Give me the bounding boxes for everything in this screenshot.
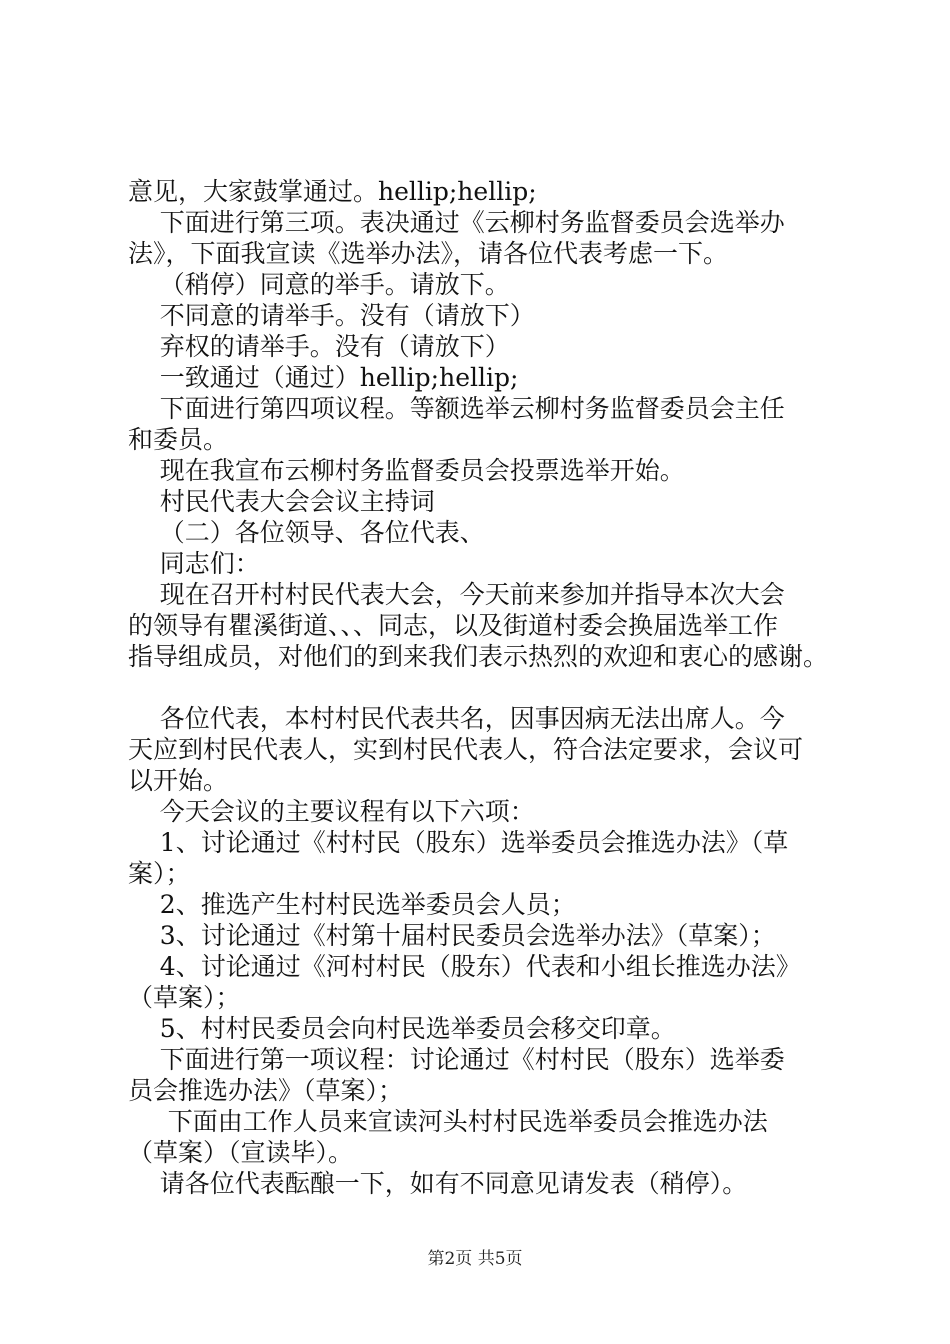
text-line: （草案）； bbox=[128, 983, 241, 1012]
text-line: 以开始。 bbox=[128, 766, 229, 795]
text-line: 3、讨论通过《村第十届村民委员会选举办法》（草案）； bbox=[128, 921, 776, 950]
text-line: 今天会议的主要议程有以下六项： bbox=[128, 797, 535, 826]
text-line: 不同意的请举手。没有（请放下） bbox=[128, 301, 535, 330]
blank-line bbox=[128, 672, 848, 703]
text-line: 1、讨论通过《村村民（股东）选举委员会推选办法》（草 bbox=[128, 828, 789, 857]
text-line: 2、推选产生村村民选举委员会人员； bbox=[128, 890, 576, 919]
text-line: 请各位代表酝酿一下，如有不同意见请发表（稍停）。 bbox=[128, 1169, 748, 1198]
text-line: 员会推选办法》（草案）； bbox=[128, 1076, 404, 1105]
text-line: 案）； bbox=[128, 859, 191, 888]
text-line: 的领导有瞿溪街道、、、同志，以及街道村委会换届选举工作 bbox=[128, 611, 779, 640]
document-body bbox=[128, 176, 848, 1199]
text-line: （二）各位领导、各位代表、 bbox=[128, 518, 485, 547]
text-line: 天应到村民代表人，实到村民代表人，符合法定要求，会议可 bbox=[128, 735, 804, 764]
page-footer: 第2页 共5页 bbox=[427, 1249, 523, 1269]
text-line: 下面进行第三项。表决通过《云柳村务监督委员会选举办 bbox=[128, 208, 785, 237]
text-line: 5、村村民委员会向村民选举委员会移交印章。 bbox=[128, 1014, 676, 1043]
text-line: 法》，下面我宣读《选举办法》，请各位代表考虑一下。 bbox=[128, 239, 729, 268]
text-line: 现在召开村村民代表大会，今天前来参加并指导本次大会 bbox=[128, 580, 785, 609]
text-line: （稍停）同意的举手。请放下。 bbox=[128, 270, 510, 299]
text-line: 指导组成员，对他们的到来我们表示热烈的欢迎和衷心的感谢。 bbox=[128, 642, 829, 671]
text-line: 和委员。 bbox=[128, 425, 229, 454]
text-line: 下面由工作人员来宣读河头村村民选举委员会推选办法 bbox=[128, 1107, 768, 1136]
text-line: （草案）（宣读毕）。 bbox=[128, 1138, 354, 1167]
text-line: 村民代表大会会议主持词 bbox=[128, 487, 435, 516]
text-line: 一致通过（通过）hellip;hellip; bbox=[128, 363, 519, 392]
text-line: 同志们： bbox=[128, 549, 260, 578]
text-line: 弃权的请举手。没有（请放下） bbox=[128, 332, 510, 361]
text-line: 下面进行第一项议程：讨论通过《村村民（股东）选举委 bbox=[128, 1045, 785, 1074]
text-line: 4、讨论通过《河村村民（股东）代表和小组长推选办法》 bbox=[128, 952, 801, 981]
text-line: 意见，大家鼓掌通过。hellip;hellip; bbox=[128, 177, 537, 206]
text-line: 现在我宣布云柳村务监督委员会投票选举开始。 bbox=[128, 456, 685, 485]
text-line: 各位代表，本村村民代表共名，因事因病无法出席人。今 bbox=[128, 704, 785, 733]
text-line: 下面进行第四项议程。等额选举云柳村务监督委员会主任 bbox=[128, 394, 785, 423]
